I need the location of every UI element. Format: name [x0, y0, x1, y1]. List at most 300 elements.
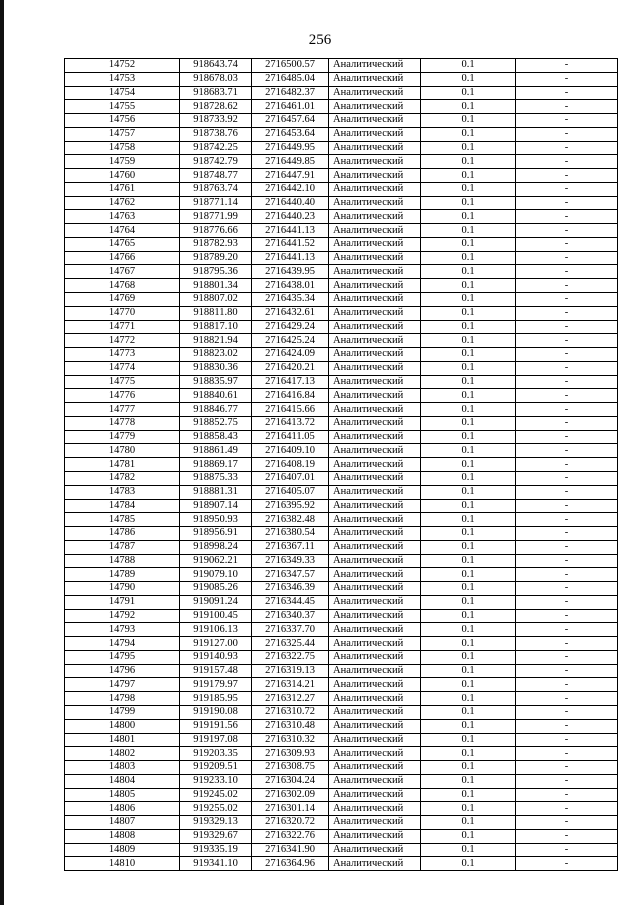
method-cell: Аналитический [329, 761, 421, 775]
accuracy-cell: 0.1 [421, 348, 516, 362]
x-coordinate-cell: 918956.91 [180, 527, 252, 541]
table-body [65, 59, 618, 871]
accuracy-cell: 0.1 [421, 761, 516, 775]
y-coordinate-cell: 2716349.33 [252, 554, 329, 568]
method-cell: Аналитический [329, 582, 421, 596]
note-cell: - [516, 527, 618, 541]
note-cell: - [516, 430, 618, 444]
x-coordinate-cell: 918861.49 [180, 444, 252, 458]
x-coordinate-cell: 918998.24 [180, 540, 252, 554]
x-coordinate-cell: 919203.35 [180, 747, 252, 761]
table-row [65, 788, 618, 802]
accuracy-cell: 0.1 [421, 595, 516, 609]
note-cell: - [516, 265, 618, 279]
x-coordinate-cell: 918771.99 [180, 210, 252, 224]
y-coordinate-cell: 2716500.57 [252, 59, 329, 73]
method-cell: Аналитический [329, 499, 421, 513]
x-coordinate-cell: 919085.26 [180, 582, 252, 596]
y-coordinate-cell: 2716312.27 [252, 692, 329, 706]
method-cell: Аналитический [329, 802, 421, 816]
table-row [65, 389, 618, 403]
method-cell: Аналитический [329, 320, 421, 334]
note-cell: - [516, 444, 618, 458]
method-cell: Аналитический [329, 829, 421, 843]
table-row [65, 182, 618, 196]
table-row [65, 251, 618, 265]
method-cell: Аналитический [329, 251, 421, 265]
point-number-cell: 14766 [65, 251, 180, 265]
y-coordinate-cell: 2716344.45 [252, 595, 329, 609]
x-coordinate-cell: 919233.10 [180, 774, 252, 788]
x-coordinate-cell: 919197.08 [180, 733, 252, 747]
table-row [65, 210, 618, 224]
note-cell: - [516, 72, 618, 86]
note-cell: - [516, 458, 618, 472]
point-number-cell: 14775 [65, 375, 180, 389]
method-cell: Аналитический [329, 458, 421, 472]
table-row [65, 843, 618, 857]
method-cell: Аналитический [329, 843, 421, 857]
table-row [65, 816, 618, 830]
point-number-cell: 14800 [65, 719, 180, 733]
accuracy-cell: 0.1 [421, 802, 516, 816]
point-number-cell: 14782 [65, 471, 180, 485]
method-cell: Аналитический [329, 513, 421, 527]
point-number-cell: 14752 [65, 59, 180, 73]
accuracy-cell: 0.1 [421, 320, 516, 334]
note-cell: - [516, 237, 618, 251]
method-cell: Аналитический [329, 540, 421, 554]
x-coordinate-cell: 919190.08 [180, 705, 252, 719]
y-coordinate-cell: 2716435.34 [252, 293, 329, 307]
note-cell: - [516, 843, 618, 857]
accuracy-cell: 0.1 [421, 416, 516, 430]
method-cell: Аналитический [329, 747, 421, 761]
x-coordinate-cell: 918852.75 [180, 416, 252, 430]
method-cell: Аналитический [329, 265, 421, 279]
x-coordinate-cell: 919127.00 [180, 637, 252, 651]
table-row [65, 774, 618, 788]
table-row [65, 72, 618, 86]
note-cell: - [516, 403, 618, 417]
accuracy-cell: 0.1 [421, 540, 516, 554]
method-cell: Аналитический [329, 471, 421, 485]
note-cell: - [516, 623, 618, 637]
scan-edge-bar [0, 0, 4, 905]
table-row [65, 416, 618, 430]
accuracy-cell: 0.1 [421, 444, 516, 458]
table-row [65, 761, 618, 775]
note-cell: - [516, 348, 618, 362]
method-cell: Аналитический [329, 169, 421, 183]
point-number-cell: 14788 [65, 554, 180, 568]
x-coordinate-cell: 919106.13 [180, 623, 252, 637]
table-row [65, 334, 618, 348]
x-coordinate-cell: 919185.95 [180, 692, 252, 706]
point-number-cell: 14778 [65, 416, 180, 430]
accuracy-cell: 0.1 [421, 471, 516, 485]
point-number-cell: 14769 [65, 293, 180, 307]
method-cell: Аналитический [329, 664, 421, 678]
y-coordinate-cell: 2716310.32 [252, 733, 329, 747]
accuracy-cell: 0.1 [421, 705, 516, 719]
note-cell: - [516, 155, 618, 169]
x-coordinate-cell: 918807.02 [180, 293, 252, 307]
note-cell: - [516, 114, 618, 128]
note-cell: - [516, 389, 618, 403]
point-number-cell: 14794 [65, 637, 180, 651]
x-coordinate-cell: 918678.03 [180, 72, 252, 86]
y-coordinate-cell: 2716382.48 [252, 513, 329, 527]
point-number-cell: 14790 [65, 582, 180, 596]
table-row [65, 719, 618, 733]
y-coordinate-cell: 2716347.57 [252, 568, 329, 582]
point-number-cell: 14761 [65, 182, 180, 196]
x-coordinate-cell: 919091.24 [180, 595, 252, 609]
point-number-cell: 14784 [65, 499, 180, 513]
y-coordinate-cell: 2716337.70 [252, 623, 329, 637]
note-cell: - [516, 774, 618, 788]
y-coordinate-cell: 2716395.92 [252, 499, 329, 513]
note-cell: - [516, 568, 618, 582]
accuracy-cell: 0.1 [421, 251, 516, 265]
note-cell: - [516, 705, 618, 719]
y-coordinate-cell: 2716409.10 [252, 444, 329, 458]
method-cell: Аналитический [329, 719, 421, 733]
method-cell: Аналитический [329, 857, 421, 871]
point-number-cell: 14759 [65, 155, 180, 169]
note-cell: - [516, 540, 618, 554]
method-cell: Аналитический [329, 334, 421, 348]
y-coordinate-cell: 2716302.09 [252, 788, 329, 802]
note-cell: - [516, 416, 618, 430]
y-coordinate-cell: 2716485.04 [252, 72, 329, 86]
x-coordinate-cell: 918643.74 [180, 59, 252, 73]
method-cell: Аналитический [329, 705, 421, 719]
table-row [65, 609, 618, 623]
method-cell: Аналитический [329, 306, 421, 320]
table-row [65, 540, 618, 554]
x-coordinate-cell: 919140.93 [180, 650, 252, 664]
x-coordinate-cell: 918789.20 [180, 251, 252, 265]
note-cell: - [516, 816, 618, 830]
y-coordinate-cell: 2716457.64 [252, 114, 329, 128]
method-cell: Аналитический [329, 279, 421, 293]
x-coordinate-cell: 919191.56 [180, 719, 252, 733]
y-coordinate-cell: 2716405.07 [252, 485, 329, 499]
y-coordinate-cell: 2716301.14 [252, 802, 329, 816]
method-cell: Аналитический [329, 141, 421, 155]
note-cell: - [516, 857, 618, 871]
table-row [65, 100, 618, 114]
point-number-cell: 14804 [65, 774, 180, 788]
accuracy-cell: 0.1 [421, 788, 516, 802]
table-row [65, 375, 618, 389]
table-row [65, 237, 618, 251]
method-cell: Аналитический [329, 403, 421, 417]
point-number-cell: 14762 [65, 196, 180, 210]
method-cell: Аналитический [329, 196, 421, 210]
point-number-cell: 14796 [65, 664, 180, 678]
note-cell: - [516, 692, 618, 706]
note-cell: - [516, 829, 618, 843]
table-row [65, 141, 618, 155]
x-coordinate-cell: 918823.02 [180, 348, 252, 362]
x-coordinate-cell: 918782.93 [180, 237, 252, 251]
note-cell: - [516, 334, 618, 348]
y-coordinate-cell: 2716380.54 [252, 527, 329, 541]
note-cell: - [516, 196, 618, 210]
accuracy-cell: 0.1 [421, 843, 516, 857]
method-cell: Аналитический [329, 774, 421, 788]
accuracy-cell: 0.1 [421, 72, 516, 86]
table-row [65, 582, 618, 596]
x-coordinate-cell: 919255.02 [180, 802, 252, 816]
y-coordinate-cell: 2716432.61 [252, 306, 329, 320]
note-cell: - [516, 637, 618, 651]
accuracy-cell: 0.1 [421, 582, 516, 596]
accuracy-cell: 0.1 [421, 747, 516, 761]
table-row [65, 527, 618, 541]
method-cell: Аналитический [329, 568, 421, 582]
y-coordinate-cell: 2716416.84 [252, 389, 329, 403]
point-number-cell: 14757 [65, 127, 180, 141]
x-coordinate-cell: 919100.45 [180, 609, 252, 623]
table-row [65, 361, 618, 375]
point-number-cell: 14789 [65, 568, 180, 582]
x-coordinate-cell: 918738.76 [180, 127, 252, 141]
y-coordinate-cell: 2716447.91 [252, 169, 329, 183]
y-coordinate-cell: 2716449.85 [252, 155, 329, 169]
x-coordinate-cell: 918830.36 [180, 361, 252, 375]
table-row [65, 403, 618, 417]
y-coordinate-cell: 2716442.10 [252, 182, 329, 196]
table-row [65, 650, 618, 664]
note-cell: - [516, 678, 618, 692]
method-cell: Аналитический [329, 485, 421, 499]
accuracy-cell: 0.1 [421, 527, 516, 541]
accuracy-cell: 0.1 [421, 237, 516, 251]
note-cell: - [516, 279, 618, 293]
accuracy-cell: 0.1 [421, 210, 516, 224]
point-number-cell: 14787 [65, 540, 180, 554]
y-coordinate-cell: 2716367.11 [252, 540, 329, 554]
x-coordinate-cell: 918950.93 [180, 513, 252, 527]
method-cell: Аналитический [329, 595, 421, 609]
method-cell: Аналитический [329, 733, 421, 747]
method-cell: Аналитический [329, 155, 421, 169]
table-row [65, 747, 618, 761]
y-coordinate-cell: 2716415.66 [252, 403, 329, 417]
accuracy-cell: 0.1 [421, 279, 516, 293]
note-cell: - [516, 251, 618, 265]
y-coordinate-cell: 2716322.75 [252, 650, 329, 664]
method-cell: Аналитический [329, 348, 421, 362]
table-row [65, 485, 618, 499]
point-number-cell: 14774 [65, 361, 180, 375]
y-coordinate-cell: 2716441.13 [252, 251, 329, 265]
x-coordinate-cell: 918840.61 [180, 389, 252, 403]
accuracy-cell: 0.1 [421, 196, 516, 210]
accuracy-cell: 0.1 [421, 114, 516, 128]
x-coordinate-cell: 919335.19 [180, 843, 252, 857]
y-coordinate-cell: 2716310.72 [252, 705, 329, 719]
table-row [65, 458, 618, 472]
y-coordinate-cell: 2716438.01 [252, 279, 329, 293]
y-coordinate-cell: 2716319.13 [252, 664, 329, 678]
point-number-cell: 14755 [65, 100, 180, 114]
x-coordinate-cell: 919157.48 [180, 664, 252, 678]
accuracy-cell: 0.1 [421, 155, 516, 169]
x-coordinate-cell: 918846.77 [180, 403, 252, 417]
table-row [65, 114, 618, 128]
accuracy-cell: 0.1 [421, 403, 516, 417]
accuracy-cell: 0.1 [421, 623, 516, 637]
x-coordinate-cell: 919329.67 [180, 829, 252, 843]
y-coordinate-cell: 2716453.64 [252, 127, 329, 141]
table-row [65, 513, 618, 527]
accuracy-cell: 0.1 [421, 609, 516, 623]
point-number-cell: 14792 [65, 609, 180, 623]
accuracy-cell: 0.1 [421, 86, 516, 100]
point-number-cell: 14770 [65, 306, 180, 320]
note-cell: - [516, 375, 618, 389]
accuracy-cell: 0.1 [421, 650, 516, 664]
note-cell: - [516, 499, 618, 513]
point-number-cell: 14773 [65, 348, 180, 362]
table-row [65, 857, 618, 871]
y-coordinate-cell: 2716325.44 [252, 637, 329, 651]
x-coordinate-cell: 919341.10 [180, 857, 252, 871]
accuracy-cell: 0.1 [421, 829, 516, 843]
note-cell: - [516, 169, 618, 183]
table-row [65, 692, 618, 706]
table-row [65, 705, 618, 719]
point-number-cell: 14793 [65, 623, 180, 637]
point-number-cell: 14799 [65, 705, 180, 719]
accuracy-cell: 0.1 [421, 127, 516, 141]
x-coordinate-cell: 919329.13 [180, 816, 252, 830]
y-coordinate-cell: 2716309.93 [252, 747, 329, 761]
x-coordinate-cell: 918869.17 [180, 458, 252, 472]
accuracy-cell: 0.1 [421, 265, 516, 279]
method-cell: Аналитический [329, 237, 421, 251]
note-cell: - [516, 182, 618, 196]
accuracy-cell: 0.1 [421, 513, 516, 527]
method-cell: Аналитический [329, 59, 421, 73]
x-coordinate-cell: 919209.51 [180, 761, 252, 775]
y-coordinate-cell: 2716341.90 [252, 843, 329, 857]
accuracy-cell: 0.1 [421, 816, 516, 830]
accuracy-cell: 0.1 [421, 182, 516, 196]
method-cell: Аналитический [329, 114, 421, 128]
note-cell: - [516, 788, 618, 802]
note-cell: - [516, 320, 618, 334]
note-cell: - [516, 86, 618, 100]
point-number-cell: 14764 [65, 224, 180, 238]
point-number-cell: 14753 [65, 72, 180, 86]
point-number-cell: 14808 [65, 829, 180, 843]
x-coordinate-cell: 918742.25 [180, 141, 252, 155]
x-coordinate-cell: 919179.97 [180, 678, 252, 692]
table-row [65, 471, 618, 485]
note-cell: - [516, 554, 618, 568]
point-number-cell: 14754 [65, 86, 180, 100]
coordinates-table [64, 58, 618, 871]
y-coordinate-cell: 2716322.76 [252, 829, 329, 843]
point-number-cell: 14810 [65, 857, 180, 871]
method-cell: Аналитический [329, 182, 421, 196]
note-cell: - [516, 761, 618, 775]
accuracy-cell: 0.1 [421, 141, 516, 155]
table-row [65, 568, 618, 582]
accuracy-cell: 0.1 [421, 857, 516, 871]
method-cell: Аналитический [329, 430, 421, 444]
x-coordinate-cell: 919062.21 [180, 554, 252, 568]
point-number-cell: 14781 [65, 458, 180, 472]
method-cell: Аналитический [329, 100, 421, 114]
y-coordinate-cell: 2716441.52 [252, 237, 329, 251]
x-coordinate-cell: 918771.14 [180, 196, 252, 210]
accuracy-cell: 0.1 [421, 458, 516, 472]
x-coordinate-cell: 918801.34 [180, 279, 252, 293]
accuracy-cell: 0.1 [421, 568, 516, 582]
x-coordinate-cell: 918728.62 [180, 100, 252, 114]
method-cell: Аналитический [329, 788, 421, 802]
table-row [65, 155, 618, 169]
method-cell: Аналитический [329, 127, 421, 141]
note-cell: - [516, 471, 618, 485]
note-cell: - [516, 59, 618, 73]
x-coordinate-cell: 918817.10 [180, 320, 252, 334]
point-number-cell: 14805 [65, 788, 180, 802]
table-row [65, 829, 618, 843]
method-cell: Аналитический [329, 609, 421, 623]
point-number-cell: 14785 [65, 513, 180, 527]
point-number-cell: 14758 [65, 141, 180, 155]
x-coordinate-cell: 918881.31 [180, 485, 252, 499]
table-row [65, 279, 618, 293]
note-cell: - [516, 485, 618, 499]
note-cell: - [516, 595, 618, 609]
method-cell: Аналитический [329, 444, 421, 458]
y-coordinate-cell: 2716449.95 [252, 141, 329, 155]
table-row [65, 86, 618, 100]
y-coordinate-cell: 2716482.37 [252, 86, 329, 100]
note-cell: - [516, 733, 618, 747]
method-cell: Аналитический [329, 678, 421, 692]
y-coordinate-cell: 2716340.37 [252, 609, 329, 623]
accuracy-cell: 0.1 [421, 59, 516, 73]
accuracy-cell: 0.1 [421, 361, 516, 375]
y-coordinate-cell: 2716314.21 [252, 678, 329, 692]
point-number-cell: 14802 [65, 747, 180, 761]
y-coordinate-cell: 2716440.23 [252, 210, 329, 224]
note-cell: - [516, 100, 618, 114]
point-number-cell: 14809 [65, 843, 180, 857]
table-row [65, 127, 618, 141]
accuracy-cell: 0.1 [421, 389, 516, 403]
method-cell: Аналитический [329, 623, 421, 637]
table-row [65, 637, 618, 651]
accuracy-cell: 0.1 [421, 293, 516, 307]
y-coordinate-cell: 2716407.01 [252, 471, 329, 485]
y-coordinate-cell: 2716413.72 [252, 416, 329, 430]
point-number-cell: 14760 [65, 169, 180, 183]
table-row [65, 802, 618, 816]
note-cell: - [516, 293, 618, 307]
table-row [65, 733, 618, 747]
